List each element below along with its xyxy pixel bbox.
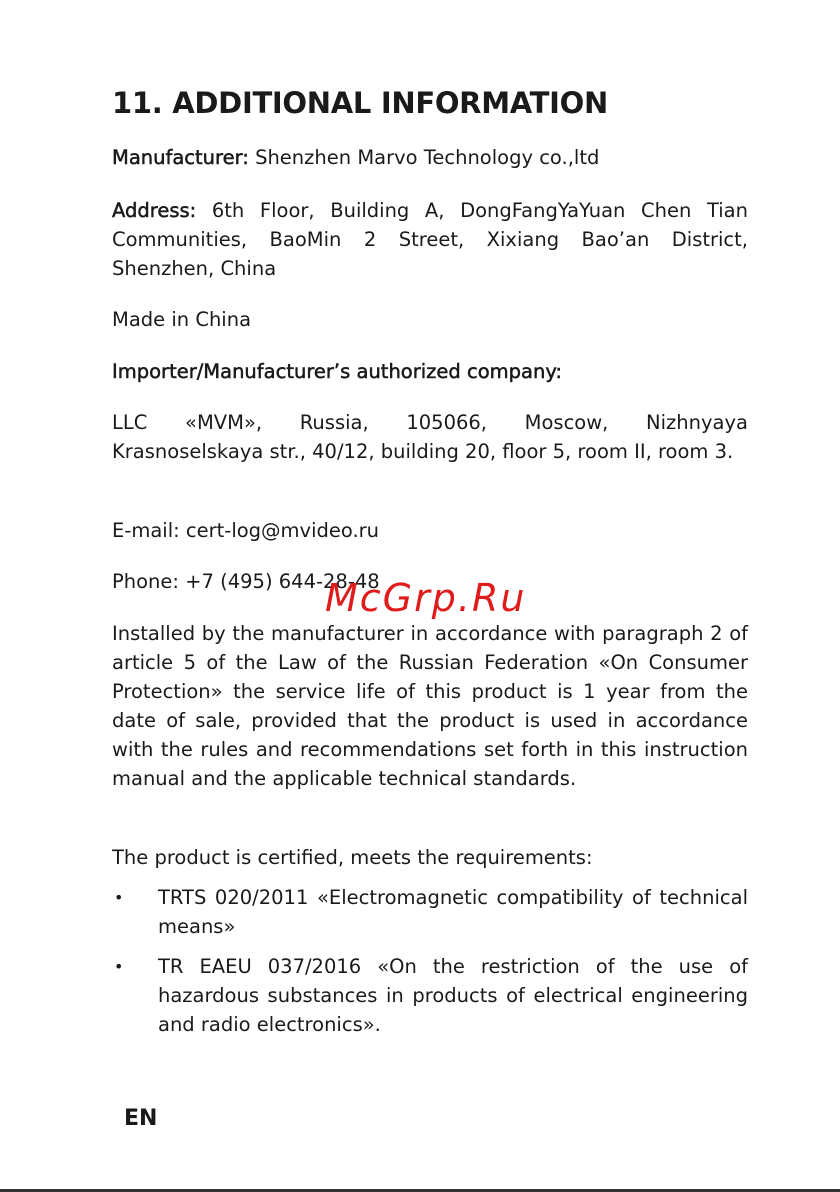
- bullet-icon: •: [114, 957, 124, 976]
- address-label: Address:: [112, 199, 197, 222]
- bullet-icon: •: [114, 888, 124, 907]
- requirement-text: TR EAEU 037/2016 «On the restriction of the use of hazardous substances in products of electrical engineering and radio electronics».: [158, 955, 748, 1036]
- certified-intro: The product is certified, meets the requirements:: [112, 846, 593, 869]
- manufacturer-line: [112, 143, 748, 172]
- section-title: 11. ADDITIONAL INFORMATION: [112, 86, 608, 120]
- address-value: 6th Floor, Building A, DongFangYaYuan Chen Tian Communities, BaoMin 2 Street, Xixiang Bao’an District, Shenzhen, China: [112, 199, 748, 280]
- list-item: [112, 883, 748, 941]
- language-footer: EN: [124, 1106, 158, 1131]
- requirements-list: [112, 883, 748, 1039]
- made-in-text: Made in China: [112, 308, 252, 331]
- service-life-paragraph: Installed by the manufacturer in accordance with paragraph 2 of article 5 of the Law of the Russian Federation «On Consumer Protection» the service life of this product is 1 year from the date of sale, provided that the product is used in accordance with the rules and recommendations set forth in this instruction manual and the applicable technical standards.: [112, 622, 748, 790]
- watermark: McGrp.Ru: [325, 576, 527, 620]
- importer-address: LLC «MVM», Russia, 105066, Moscow, Nizhnyaya Krasnoselskaya str., 40/12, building 20, floor 5, room II, room 3.: [112, 411, 748, 463]
- email-text: E-mail: cert-log@mvideo.ru: [112, 519, 380, 542]
- manufacturer-value: Shenzhen Marvo Technology co.,ltd: [248, 146, 600, 169]
- list-item: [112, 952, 748, 1039]
- manufacturer-label: Manufacturer:: [112, 146, 249, 169]
- phone-text: Phone: +7 (495) 644-28-48: [112, 570, 380, 593]
- importer-heading: Importer/Manufacturer’s authorized company:: [112, 360, 563, 383]
- requirement-text: TRTS 020/2011 «Electromagnetic compatibility of technical means»: [158, 886, 748, 938]
- address-paragraph: [112, 196, 748, 283]
